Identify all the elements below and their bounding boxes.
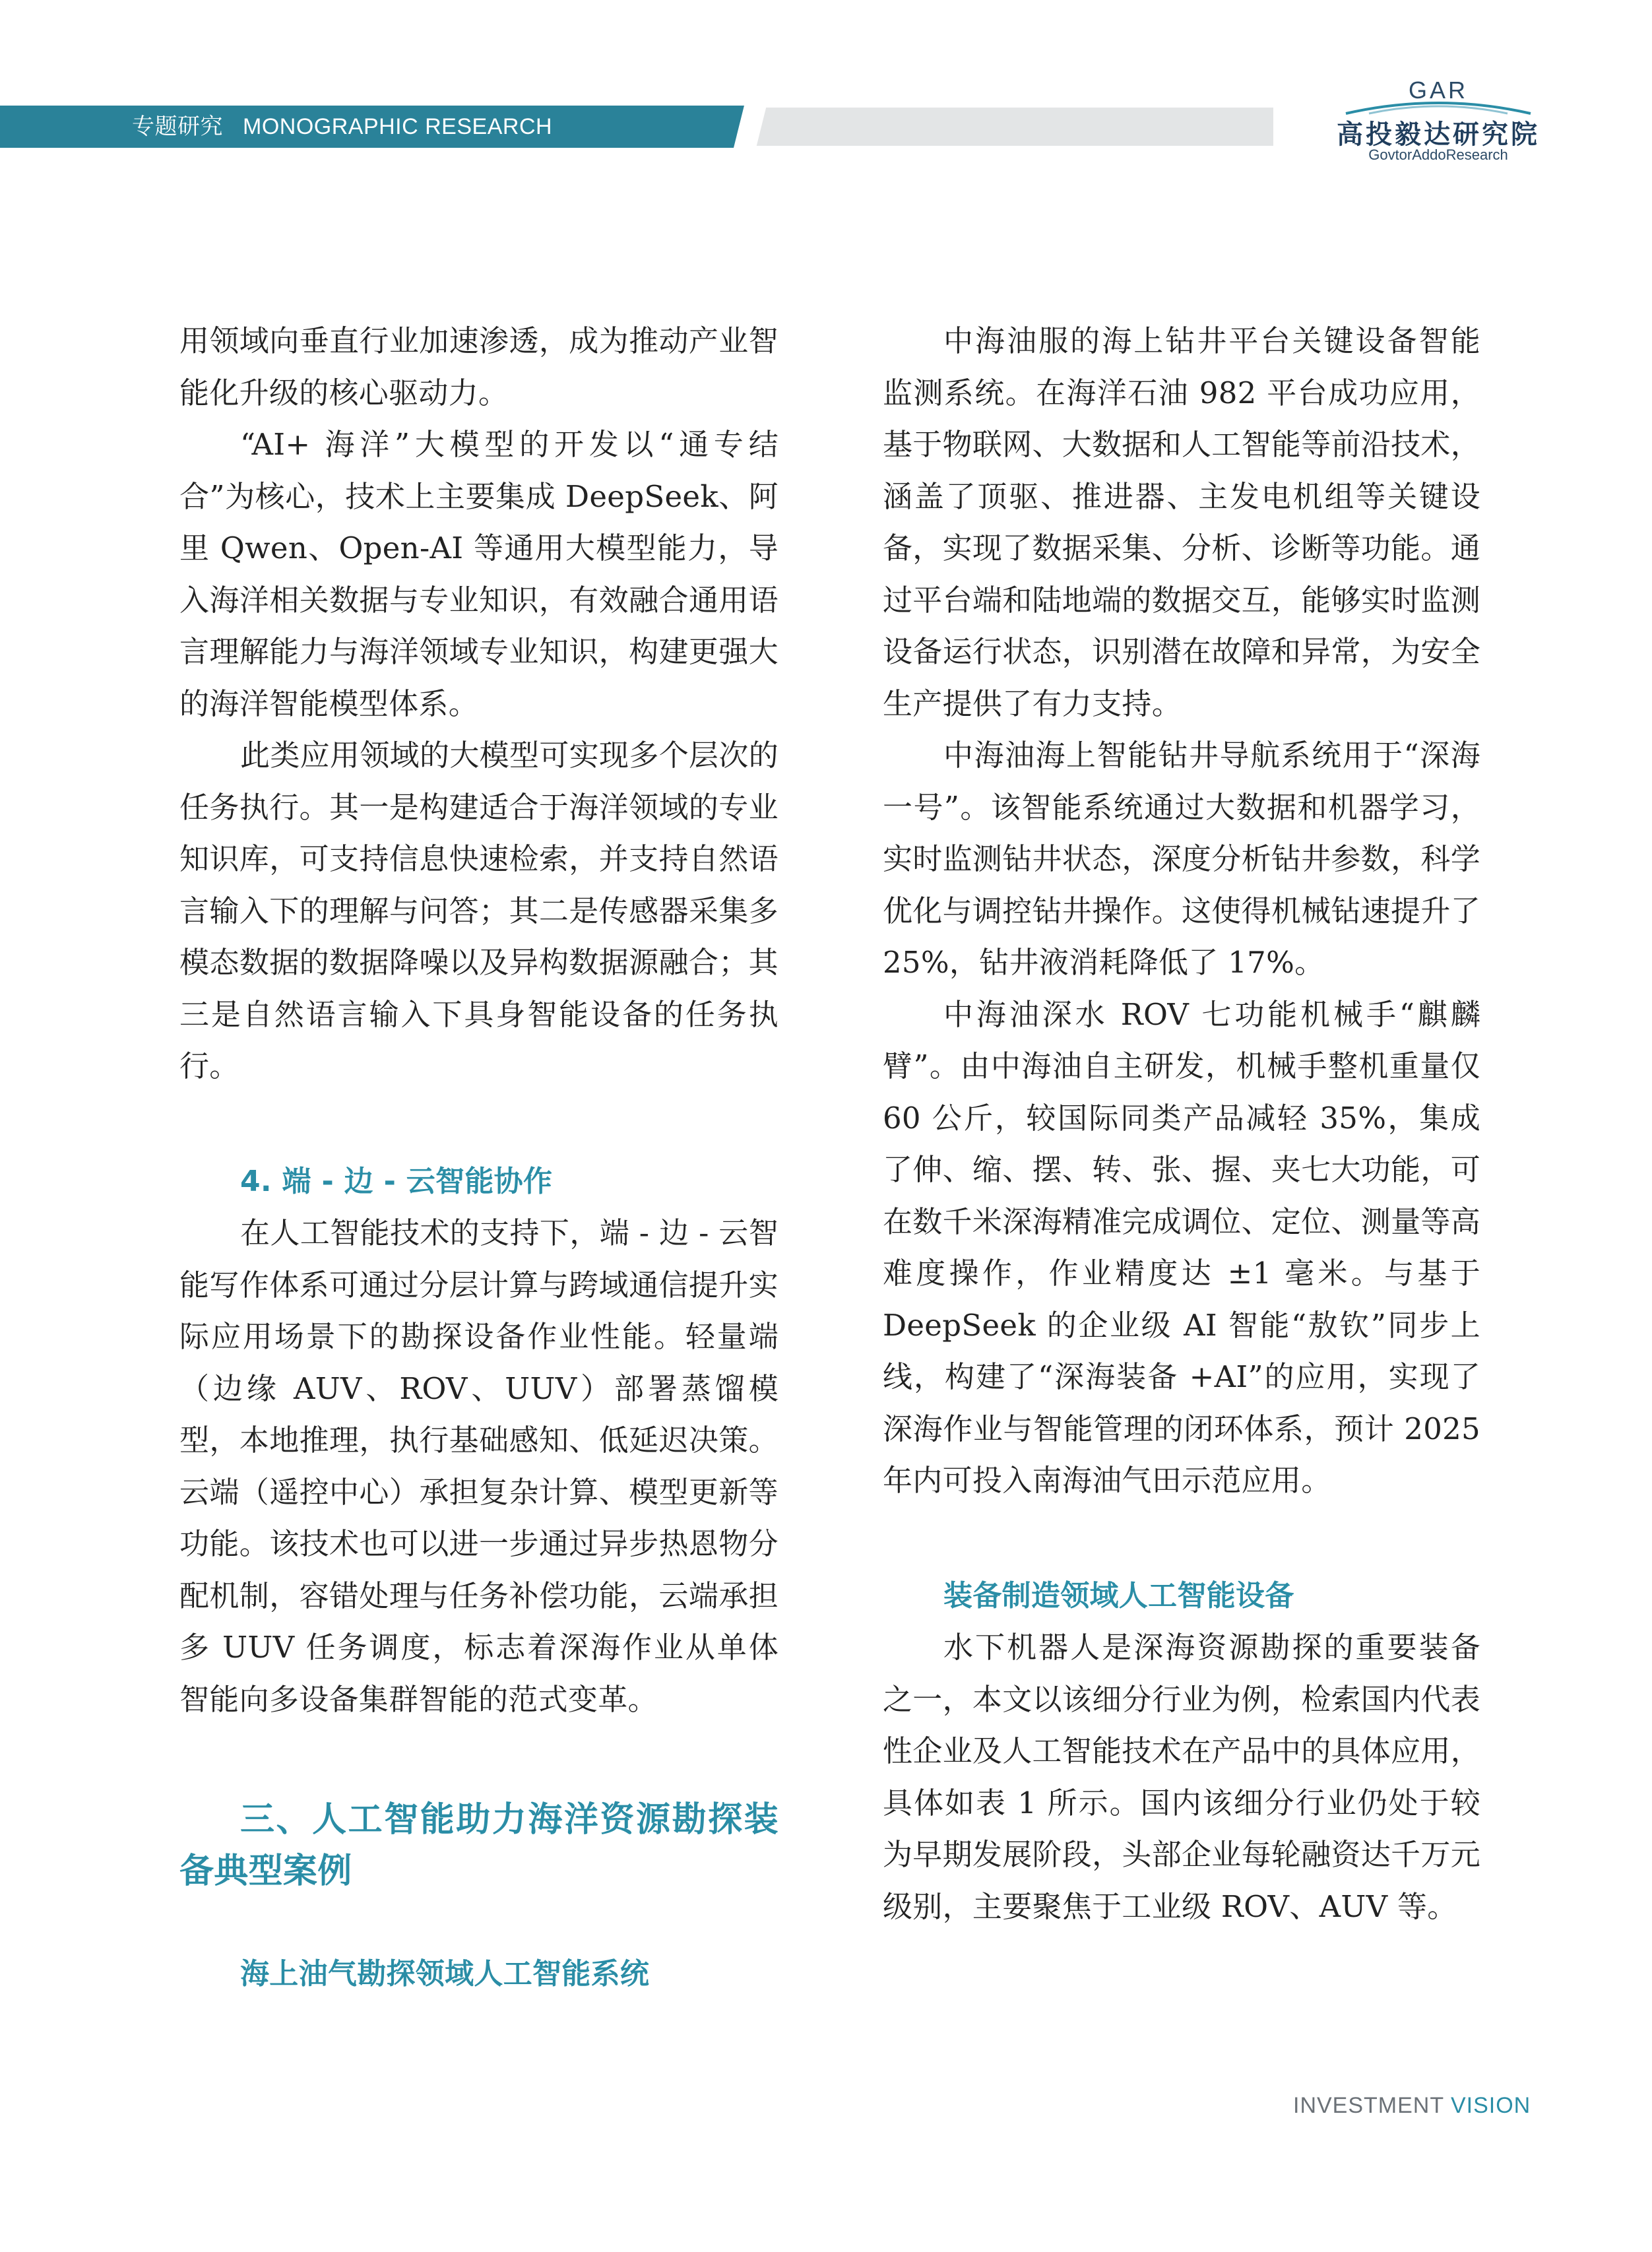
logo-name-en: GovtorAddoResearch <box>1368 146 1508 163</box>
subheading: 装备制造领域人工智能设备 <box>943 1578 1294 1613</box>
logo-name-cn: 高投毅达研究院 <box>1337 119 1540 150</box>
section-label-en: MONOGRAPHIC RESEARCH <box>243 114 553 139</box>
logo-abbr: GAR <box>1408 77 1468 104</box>
paragraph: 中海油服的海上钻井平台关键设备智能监测系统。在海洋石油 982 平台成功应用，基于物联网、大数据和人工智能等前沿技术，涵盖了顶驱、推进器、主发电机组等关键设备，实现了数据采集、分析、诊断等功能。通过平台端和陆地端的数据交互，能够实时监测设备运行状态，识别潜在故障和异常，为安全生产提供了有力支持。 <box>883 323 1481 721</box>
footer-word-vision: VISION <box>1450 2093 1531 2118</box>
paragraph: 水下机器人是深海资源勘探的重要装备之一，本文以该细分行业为例，检索国内代表性企业及人工智能技术在产品中的具体应用，具体如表 1 所示。国内该细分行业仍处于较为早期发展阶段，头部企业每轮融资达千万元级别，主要聚焦于工业级 ROV、AUV 等。 <box>883 1630 1481 1924</box>
subheading: 海上油气勘探领域人工智能系统 <box>240 1957 650 1991</box>
right-column <box>883 315 1480 1933</box>
paragraph: 在人工智能技术的支持下，端 - 边 - 云智能写作体系可通过分层计算与跨域通信提升实际应用场景下的勘探设备作业性能。轻量端（边缘 AUV、ROV、UUV）部署蒸馏模型，本地推理，执行基础感知、低延迟决策。云端（遥控中心）承担复杂计算、模型更新等功能。该技术也可以进一步通过异步热恩物分配机制，容错处理与任务补偿功能，云端承担多 UUV 任务调度，标志着深海作业从单体智能向多设备集群智能的范式变革。 <box>179 1215 778 1717</box>
paragraph: 用领域向垂直行业加速渗透，成为推动产业智能化升级的核心驱动力。 <box>179 323 778 410</box>
left-column <box>179 315 778 2001</box>
subheading: 4. 端 - 边 - 云智能协作 <box>240 1164 553 1198</box>
header-grey-bar <box>759 108 1273 146</box>
publisher-logo <box>1326 73 1550 172</box>
footer-brand <box>1293 2093 1531 2119</box>
section-label-cn: 专题研究 <box>132 114 223 139</box>
footer-word-investment: INVESTMENT <box>1293 2093 1444 2118</box>
paragraph: 中海油海上智能钻井导航系统用于“深海一号”。该智能系统通过大数据和机器学习，实时监测钻井状态，深度分析钻井参数，科学优化与调控钻井操作。这使得机械钻速提升了 25%，钻井液消耗降低了 17%。 <box>883 738 1481 980</box>
paragraph: 中海油深水 ROV 七功能机械手“麒麟臂”。由中海油自主研发，机械手整机重量仅 60 公斤，较国际同类产品减轻 35%，集成了伸、缩、摆、转、张、握、夹七大功能，可在数千米深海精准完成调位、定位、测量等高难度操作，作业精度达 ±1 毫米。与基于 DeepSeek 的企业级 AI 智能“敖钦”同步上线，构建了“深海装备 +AI”的应用，实现了深海作业与智能管理的闭环体系，预计 2025 年内可投入南海油气田示范应用。 <box>883 996 1481 1498</box>
section-label <box>132 106 552 148</box>
paragraph: “AI+ 海洋”大模型的开发以“通专结合”为核心，技术上主要集成 DeepSeek、阿里 Qwen、Open-AI 等通用大模型能力，导入海洋相关数据与专业知识，有效融合通用语言理解能力与海洋领域专业知识，构建更强大的海洋智能模型体系。 <box>179 427 778 721</box>
section-title: 三、人工智能助力海洋资源勘探装备典型案例 <box>179 1800 778 1891</box>
paragraph: 此类应用领域的大模型可实现多个层次的任务执行。其一是构建适合于海洋领域的专业知识库，可支持信息快速检索，并支持自然语言输入下的理解与问答；其二是传感器采集多模态数据的数据降噪以及异构数据源融合；其三是自然语言输入下具身智能设备的任务执行。 <box>179 738 778 1083</box>
